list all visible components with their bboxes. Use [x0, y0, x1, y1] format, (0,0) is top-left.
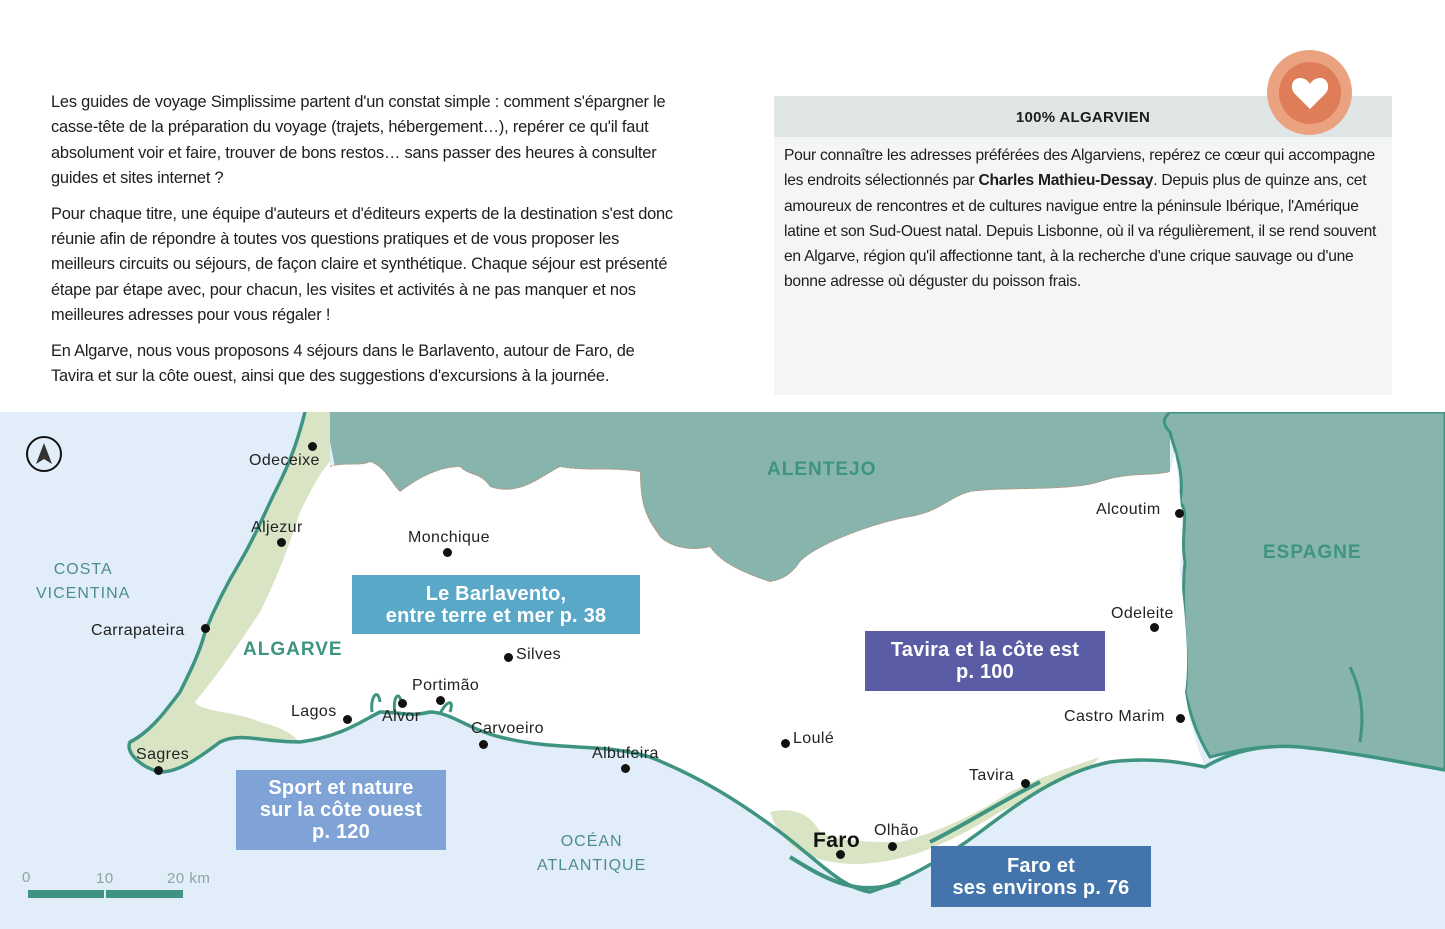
town-dot — [1021, 779, 1030, 788]
town-odeleite: Odeleite — [1111, 605, 1174, 622]
town-dot — [1175, 509, 1184, 518]
town-sagres: Sagres — [136, 746, 190, 763]
town-loule: Loulé — [793, 730, 835, 747]
town-monchique: Monchique — [408, 529, 490, 546]
region-alentejo: ALENTEJO — [767, 459, 877, 480]
sea-ocean-atlantique: OCÉAN ATLANTIQUE — [537, 833, 647, 874]
town-dot — [504, 653, 513, 662]
town-tavira: Tavira — [969, 767, 1015, 784]
intro-paragraph-3: En Algarve, nous vous proposons 4 séjours dans le Barlavento, autour de Faro, de Tavira et sur la côte ouest, ainsi que des suggestions d'excursions à la journée. — [51, 341, 635, 386]
scale-mid: 10 — [96, 870, 114, 887]
town-alvor: Alvor — [382, 708, 421, 725]
box-title: 100% ALGARVIEN — [774, 96, 1392, 137]
map-shapes — [0, 412, 1445, 929]
town-dot — [443, 548, 452, 557]
tour-tavira-link[interactable]: Tavira et la côte est p. 100 — [865, 631, 1105, 691]
town-carvoeiro: Carvoeiro — [471, 720, 544, 737]
town-dot — [201, 624, 210, 633]
town-dot — [621, 764, 630, 773]
town-dot — [308, 442, 317, 451]
town-dot — [888, 842, 897, 851]
town-lagos: Lagos — [291, 703, 337, 720]
town-dot — [277, 538, 286, 547]
box-text-after: . Depuis plus de quinze ans, cet amoureux de rencontres et de cultures navigue entre la péninsule Ibérique, l'Amérique latine et son Sud-Ouest natal. Depuis Lisbonne, où il va régulièrement, il se rend souvent en Algarve, région qu'il affectionne tant, à la recherche d'une crique sauvage ou d'une bonne adresse où déguster du poisson frais. — [784, 172, 1377, 291]
sea-costa-vicentina: COSTA VICENTINA — [36, 561, 131, 602]
town-albufeira: Albufeira — [592, 745, 659, 762]
intro-paragraph-2: Pour chaque titre, une équipe d'auteurs et d'éditeurs experts de la destination s'est donc réunie afin de répondre à toutes vos questions pratiques et de vous proposer les meilleurs circuits ou séjours, de façon claire et synthétique. Chaque séjour est présenté étape par étape avec, pour chacun, les visites et activités à ne pas manquer et nos meilleures adresses pour vous régaler ! — [51, 204, 673, 325]
scale-bar-right — [106, 890, 183, 898]
region-espagne: ESPAGNE — [1263, 542, 1362, 563]
town-dot — [154, 766, 163, 775]
heart-icon — [1290, 75, 1330, 111]
scale-end: 20 km — [167, 870, 211, 887]
town-dot — [343, 715, 352, 724]
tour-barlavento-link[interactable]: Le Barlavento, entre terre et mer p. 38 — [352, 575, 640, 634]
box-text-before: Pour connaître les adresses préférées des Algarviens, repérez ce cœur qui accompagne les endroits sélectionnés par — [784, 147, 1375, 190]
town-faro: Faro — [813, 829, 861, 852]
town-olhao: Olhão — [874, 822, 919, 839]
town-alcoutim: Alcoutim — [1096, 501, 1161, 518]
intro-paragraph-1: Les guides de voyage Simplissime partent d'un constat simple : comment s'épargner le casse-tête de la préparation du voyage (trajets, hébergement…), repérer ce qu'il faut absolument voir et faire, trouver de bons restos… sans passer des heures à consulter guides et sites internet ? — [51, 93, 666, 188]
town-dot — [436, 696, 445, 705]
region-algarve: ALGARVE — [243, 639, 343, 660]
scale-bar-left — [28, 890, 104, 898]
town-odeceixe: Odeceixe — [249, 452, 320, 469]
town-portimao: Portimão — [412, 677, 480, 694]
town-silves: Silves — [516, 646, 562, 663]
town-carrapateira: Carrapateira — [91, 622, 185, 639]
town-dot — [1176, 714, 1185, 723]
author-name: Charles Mathieu-Dessay — [978, 172, 1154, 190]
tour-faro-link[interactable]: Faro et ses environs p. 76 — [931, 846, 1151, 907]
intro-text — [51, 90, 681, 399]
heart-badge — [1267, 50, 1352, 135]
town-dot — [1150, 623, 1159, 632]
north-arrow-icon — [25, 435, 63, 473]
box-body — [774, 137, 1392, 295]
town-dot — [398, 699, 407, 708]
tour-cote-ouest-link[interactable]: Sport et nature sur la côte ouest p. 120 — [236, 770, 446, 850]
scale-zero: 0 — [22, 869, 31, 886]
algarve-map — [0, 412, 1445, 929]
algarvien-info-box — [774, 96, 1392, 395]
town-dot — [479, 740, 488, 749]
town-aljezur: Aljezur — [251, 519, 303, 536]
town-dot — [781, 739, 790, 748]
town-castro-marim: Castro Marim — [1064, 708, 1165, 725]
